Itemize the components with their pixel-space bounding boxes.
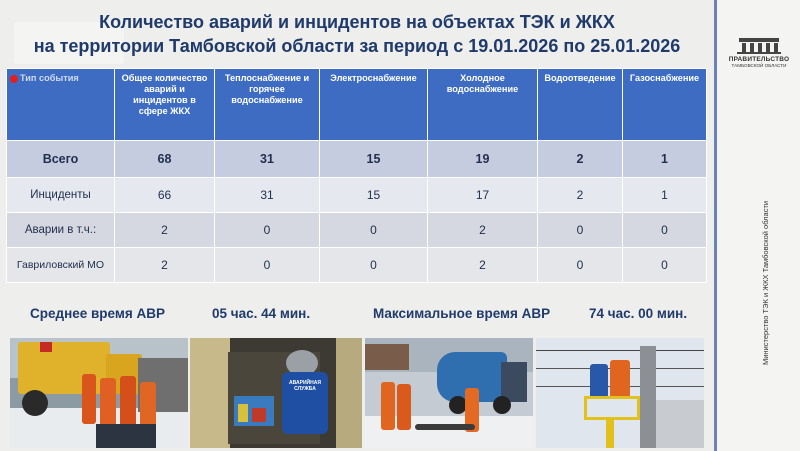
photo-emergency-worker: [190, 338, 362, 448]
cell-value: 0: [215, 248, 320, 283]
photo-power-line-repair: [536, 338, 704, 448]
row-label: Аварии в т.ч.:: [7, 213, 115, 248]
cell-value: 0: [538, 248, 623, 283]
header-heating: Теплоснабжение и горячее водоснабжение: [215, 69, 320, 141]
table-row: [7, 248, 707, 283]
cell-value: 15: [320, 178, 428, 213]
record-dot-icon: [10, 75, 18, 83]
cell-value: 1: [623, 178, 707, 213]
cell-value: 2: [428, 248, 538, 283]
cell-value: 2: [538, 178, 623, 213]
building-icon: [735, 38, 783, 54]
cell-value: 31: [215, 178, 320, 213]
cell-value: 0: [623, 248, 707, 283]
table-row: [7, 141, 707, 178]
header-event-type: Тип события: [7, 69, 115, 141]
table-row: [7, 178, 707, 213]
logo-text-line-1: ПРАВИТЕЛЬСТВО: [728, 56, 790, 63]
cell-value: 66: [115, 178, 215, 213]
ministry-vertical-text: Министерство ТЭК и ЖКХ Тамбовской области: [761, 200, 770, 365]
cell-value: 2: [428, 213, 538, 248]
photo-repair-truck: [10, 338, 188, 448]
cell-value: 2: [115, 248, 215, 283]
header-sewerage: Водоотведение: [538, 69, 623, 141]
government-logo: [727, 38, 791, 68]
header-electricity: Электроснабжение: [320, 69, 428, 141]
cell-value: 0: [623, 213, 707, 248]
cell-value: 1: [623, 141, 707, 178]
cell-value: 0: [538, 213, 623, 248]
cell-value: 31: [215, 141, 320, 178]
cell-value: 19: [428, 141, 538, 178]
header-gas: Газоснабжение: [623, 69, 707, 141]
max-avr-value: 74 час. 00 мин.: [589, 306, 688, 321]
title-line-1: Количество аварий и инцидентов на объектах ТЭК и ЖКХ: [99, 12, 615, 32]
cell-value: 0: [320, 248, 428, 283]
header-cold-water: Холодное водоснабжение: [428, 69, 538, 141]
max-avr-label: Максимальное время АВР: [373, 306, 551, 321]
vest-label: АВАРИЙНАЯ СЛУЖБА: [289, 380, 321, 392]
cell-value: 15: [320, 141, 428, 178]
table-row: [7, 213, 707, 248]
row-label: Инциденты: [7, 178, 115, 213]
avg-avr-value: 05 час. 44 мин.: [212, 306, 311, 321]
cell-value: 68: [115, 141, 215, 178]
table-header-row: [7, 69, 707, 141]
cell-value: 0: [320, 213, 428, 248]
row-label: Всего: [7, 141, 115, 178]
photo-vacuum-truck: [365, 338, 533, 448]
incidents-table: [6, 68, 707, 283]
cell-value: 17: [428, 178, 538, 213]
cell-value: 2: [115, 213, 215, 248]
header-total: Общее количество аварий и инцидентов в сфере ЖКХ: [115, 69, 215, 141]
avg-avr-label: Среднее время АВР: [30, 306, 165, 321]
side-panel: [714, 0, 800, 451]
cell-value: 2: [538, 141, 623, 178]
logo-text-line-2: ТАМБОВСКОЙ ОБЛАСТИ: [731, 63, 787, 68]
title-line-2: на территории Тамбовской области за период с 19.01.2026 по 25.01.2026: [33, 36, 681, 56]
row-label: Гавриловский МО: [7, 248, 115, 283]
page-title: [0, 10, 714, 58]
cell-value: 0: [215, 213, 320, 248]
